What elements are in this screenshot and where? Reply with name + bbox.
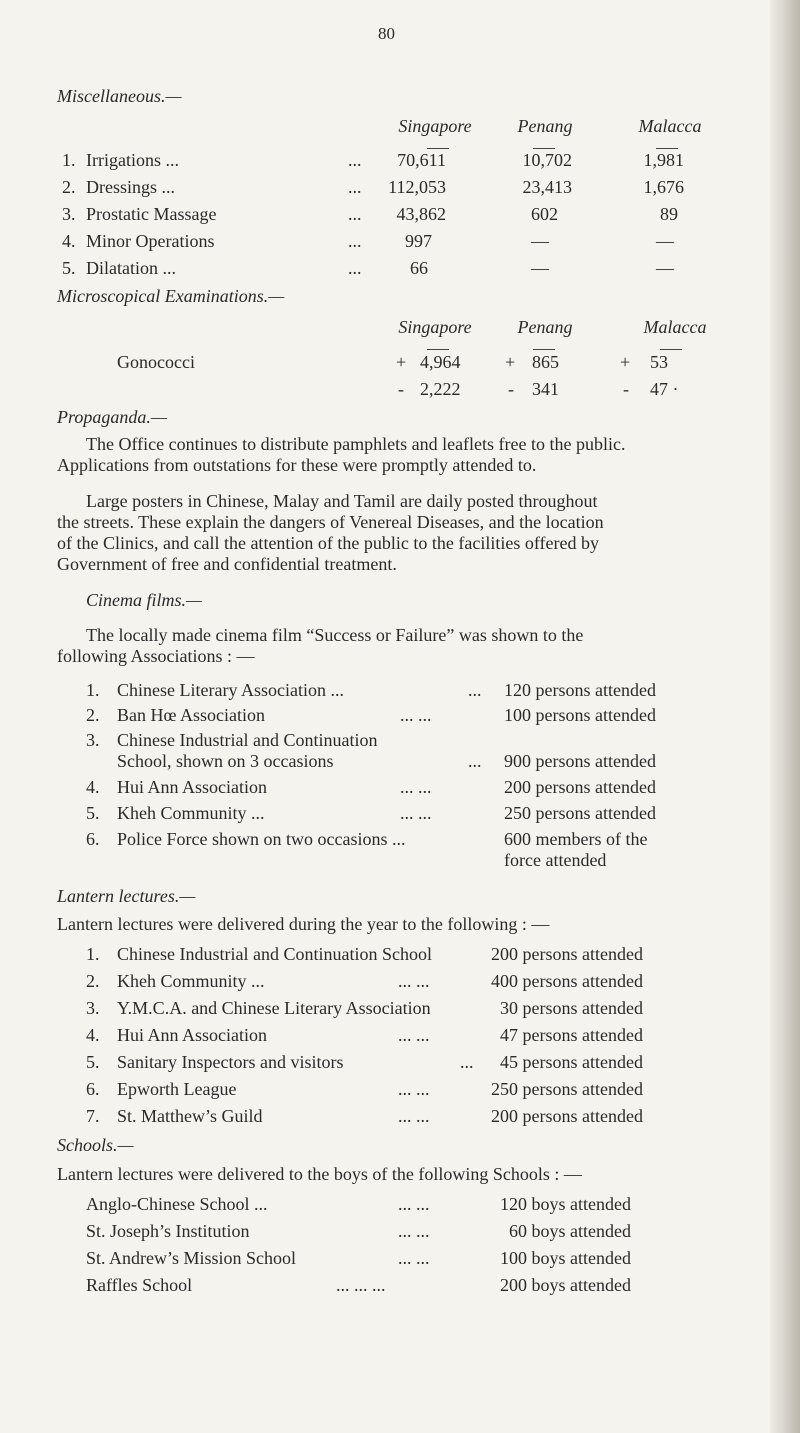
misc-row-num: 4. xyxy=(62,231,76,251)
lantern-item-attended: 45 persons attended xyxy=(500,1052,643,1072)
leader-dots: ... ... xyxy=(398,971,430,991)
cinema-item-attended: 120 persons attended xyxy=(504,680,656,700)
micro-header-penang: Penang xyxy=(517,317,573,337)
school-item-name: St. Joseph’s Institution xyxy=(86,1221,250,1241)
leader-dots: ... ... xyxy=(400,777,432,797)
cinema-item-num: 4. xyxy=(86,777,100,797)
misc-row-malacca: 1,676 xyxy=(643,177,684,197)
school-item-attended: 200 boys attended xyxy=(500,1275,631,1295)
schools-heading: Schools.— xyxy=(57,1135,134,1155)
misc-row-num: 2. xyxy=(62,177,76,197)
cinema-item-attended: 600 members of the xyxy=(504,829,648,849)
lantern-item-attended: 200 persons attended xyxy=(491,944,643,964)
micro-sign: - xyxy=(623,379,629,399)
leader-dots: ... xyxy=(468,751,482,771)
cinema-item-num: 3. xyxy=(86,730,100,750)
misc-row-penang: 10,702 xyxy=(522,150,572,170)
misc-row-singapore: 997 xyxy=(405,231,432,251)
school-item-attended: 60 boys attended xyxy=(509,1221,631,1241)
lantern-item-num: 6. xyxy=(86,1079,100,1099)
leader-dots: ... xyxy=(348,231,362,251)
micro-neg-penang: 341 xyxy=(532,379,559,399)
misc-row-malacca: — xyxy=(656,231,674,251)
school-item-name: Raffles School xyxy=(86,1275,193,1295)
misc-row-label: Dilatation ... xyxy=(86,258,176,278)
paragraph-line: the streets. These explain the dangers of Venereal Diseases, and the location xyxy=(57,512,604,532)
paragraph-line: of the Clinics, and call the attention of the public to the facilities offered by xyxy=(57,533,600,553)
paragraph-line: Lantern lectures were delivered during the year to the following : — xyxy=(57,914,550,934)
micro-header-singapore: Singapore xyxy=(398,317,472,337)
school-item-name: St. Andrew’s Mission School xyxy=(86,1248,297,1268)
micro-sign: - xyxy=(508,379,514,399)
misc-row-label: Dressings ... xyxy=(86,177,175,197)
misc-row-num: 5. xyxy=(62,258,76,278)
paragraph-line: The Office continues to distribute pamphlets and leaflets free to the public. xyxy=(86,434,626,454)
misc-row-malacca: 89 xyxy=(660,204,678,224)
lantern-item-name: Hui Ann Association xyxy=(117,1025,268,1045)
lantern-heading: Lantern lectures.— xyxy=(57,886,196,906)
misc-row-penang: — xyxy=(531,258,549,278)
lantern-item-name: Epworth League xyxy=(117,1079,237,1099)
lantern-item-name: Kheh Community ... xyxy=(117,971,265,991)
paragraph-line: The locally made cinema film “Success or Failure” was shown to the xyxy=(86,625,584,645)
leader-dots: ... xyxy=(460,1052,474,1072)
misc-row-penang: 23,413 xyxy=(522,177,572,197)
misc-heading: Miscellaneous.— xyxy=(57,86,182,106)
misc-header-malacca: Malacca xyxy=(638,116,702,136)
leader-dots: ... xyxy=(468,680,482,700)
leader-dots: ... ... xyxy=(400,803,432,823)
leader-dots: ... xyxy=(348,204,362,224)
cinema-item-attended: 100 persons attended xyxy=(504,705,656,725)
cinema-item-name: Police Force shown on two occasions ... xyxy=(117,829,406,849)
cinema-item-attended-cont: force attended xyxy=(504,850,607,870)
lantern-item-num: 2. xyxy=(86,971,100,991)
leader-dots: ... ... xyxy=(398,1248,430,1268)
cinema-item-num: 5. xyxy=(86,803,100,823)
leader-dots: ... xyxy=(348,150,362,170)
lantern-item-name: Sanitary Inspectors and visitors xyxy=(117,1052,344,1072)
leader-dots: ... ... xyxy=(398,1106,430,1126)
misc-row-penang: — xyxy=(531,231,549,251)
misc-row-penang: 602 xyxy=(531,204,558,224)
page-edge-shadow xyxy=(770,0,800,1433)
cinema-item-name: Kheh Community ... xyxy=(117,803,265,823)
micro-sign: - xyxy=(398,379,404,399)
micro-neg-singapore: 2,222 xyxy=(420,379,461,399)
leader-dots: ... ... xyxy=(398,1221,430,1241)
paragraph-line: Lantern lectures were delivered to the boys of the following Schools : — xyxy=(57,1164,582,1184)
misc-row-label: Irrigations ... xyxy=(86,150,179,170)
leader-dots: ... xyxy=(348,258,362,278)
lantern-item-attended: 47 persons attended xyxy=(500,1025,643,1045)
school-item-attended: 120 boys attended xyxy=(500,1194,631,1214)
cinema-item-name: Hui Ann Association xyxy=(117,777,268,797)
cinema-item-num: 1. xyxy=(86,680,100,700)
cinema-item-attended: 900 persons attended xyxy=(504,751,656,771)
misc-row-singapore: 66 xyxy=(410,258,428,278)
lantern-item-name: St. Matthew’s Guild xyxy=(117,1106,263,1126)
lantern-item-attended: 250 persons attended xyxy=(491,1079,643,1099)
micro-sign: + xyxy=(396,352,407,372)
leader-dots: ... ... xyxy=(398,1194,430,1214)
cinema-item-name: Chinese Industrial and Continuation xyxy=(117,730,378,750)
micro-pos-penang: 865 xyxy=(532,352,559,372)
lantern-item-attended: 200 persons attended xyxy=(491,1106,643,1126)
micro-header-malacca: Malacca xyxy=(643,317,707,337)
school-item-attended: 100 boys attended xyxy=(500,1248,631,1268)
misc-row-num: 1. xyxy=(62,150,76,170)
micro-pos-malacca: 53 xyxy=(650,352,668,372)
leader-dots: ... ... ... xyxy=(336,1275,386,1295)
leader-dots: ... ... xyxy=(400,705,432,725)
paragraph-line: Large posters in Chinese, Malay and Tamil are daily posted throughout xyxy=(86,491,598,511)
misc-row-singapore: 70,611 xyxy=(397,150,446,170)
micro-sign: + xyxy=(620,352,631,372)
paragraph-line: Government of free and confidential treatment. xyxy=(57,554,397,574)
misc-row-singapore: 112,053 xyxy=(388,177,446,197)
lantern-item-num: 7. xyxy=(86,1106,100,1126)
misc-row-num: 3. xyxy=(62,204,76,224)
paragraph-line: Applications from outstations for these were promptly attended to. xyxy=(57,455,537,475)
cinema-item-attended: 250 persons attended xyxy=(504,803,656,823)
lantern-item-num: 5. xyxy=(86,1052,100,1072)
micro-sign: + xyxy=(505,352,516,372)
lantern-item-attended: 400 persons attended xyxy=(491,971,643,991)
leader-dots: ... ... xyxy=(398,1079,430,1099)
misc-row-label: Prostatic Massage xyxy=(86,204,217,224)
misc-row-singapore: 43,862 xyxy=(396,204,446,224)
cinema-heading: Cinema films.— xyxy=(86,590,203,610)
leader-dots: ... ... xyxy=(398,1025,430,1045)
cinema-item-attended: 200 persons attended xyxy=(504,777,656,797)
lantern-item-num: 3. xyxy=(86,998,100,1018)
cinema-item-name-cont: School, shown on 3 occasions xyxy=(117,751,334,771)
micro-heading: Microscopical Examinations.— xyxy=(57,286,285,306)
micro-pos-singapore: 4,964 xyxy=(420,352,461,372)
lantern-item-name: Chinese Industrial and Continuation School xyxy=(117,944,432,964)
lantern-item-name: Y.M.C.A. and Chinese Literary Association xyxy=(117,998,431,1018)
misc-row-malacca: — xyxy=(656,258,674,278)
propaganda-heading: Propaganda.— xyxy=(57,407,167,427)
micro-neg-malacca: 47 · xyxy=(650,379,679,399)
lantern-item-num: 1. xyxy=(86,944,100,964)
misc-header-singapore: Singapore xyxy=(398,116,472,136)
cinema-item-num: 2. xyxy=(86,705,100,725)
lantern-item-attended: 30 persons attended xyxy=(500,998,643,1018)
school-item-name: Anglo-Chinese School ... xyxy=(86,1194,268,1214)
misc-header-penang: Penang xyxy=(517,116,573,136)
cinema-item-name: Chinese Literary Association ... xyxy=(117,680,344,700)
misc-row-label: Minor Operations xyxy=(86,231,215,251)
page-number: 80 xyxy=(378,24,395,43)
leader-dots: ... xyxy=(348,177,362,197)
cinema-item-num: 6. xyxy=(86,829,100,849)
paragraph-line: following Associations : — xyxy=(57,646,255,666)
misc-row-malacca: 1,981 xyxy=(643,150,684,170)
lantern-item-num: 4. xyxy=(86,1025,100,1045)
cinema-item-name: Ban Hœ Association xyxy=(117,705,265,725)
micro-label: Gonococci xyxy=(117,352,195,372)
